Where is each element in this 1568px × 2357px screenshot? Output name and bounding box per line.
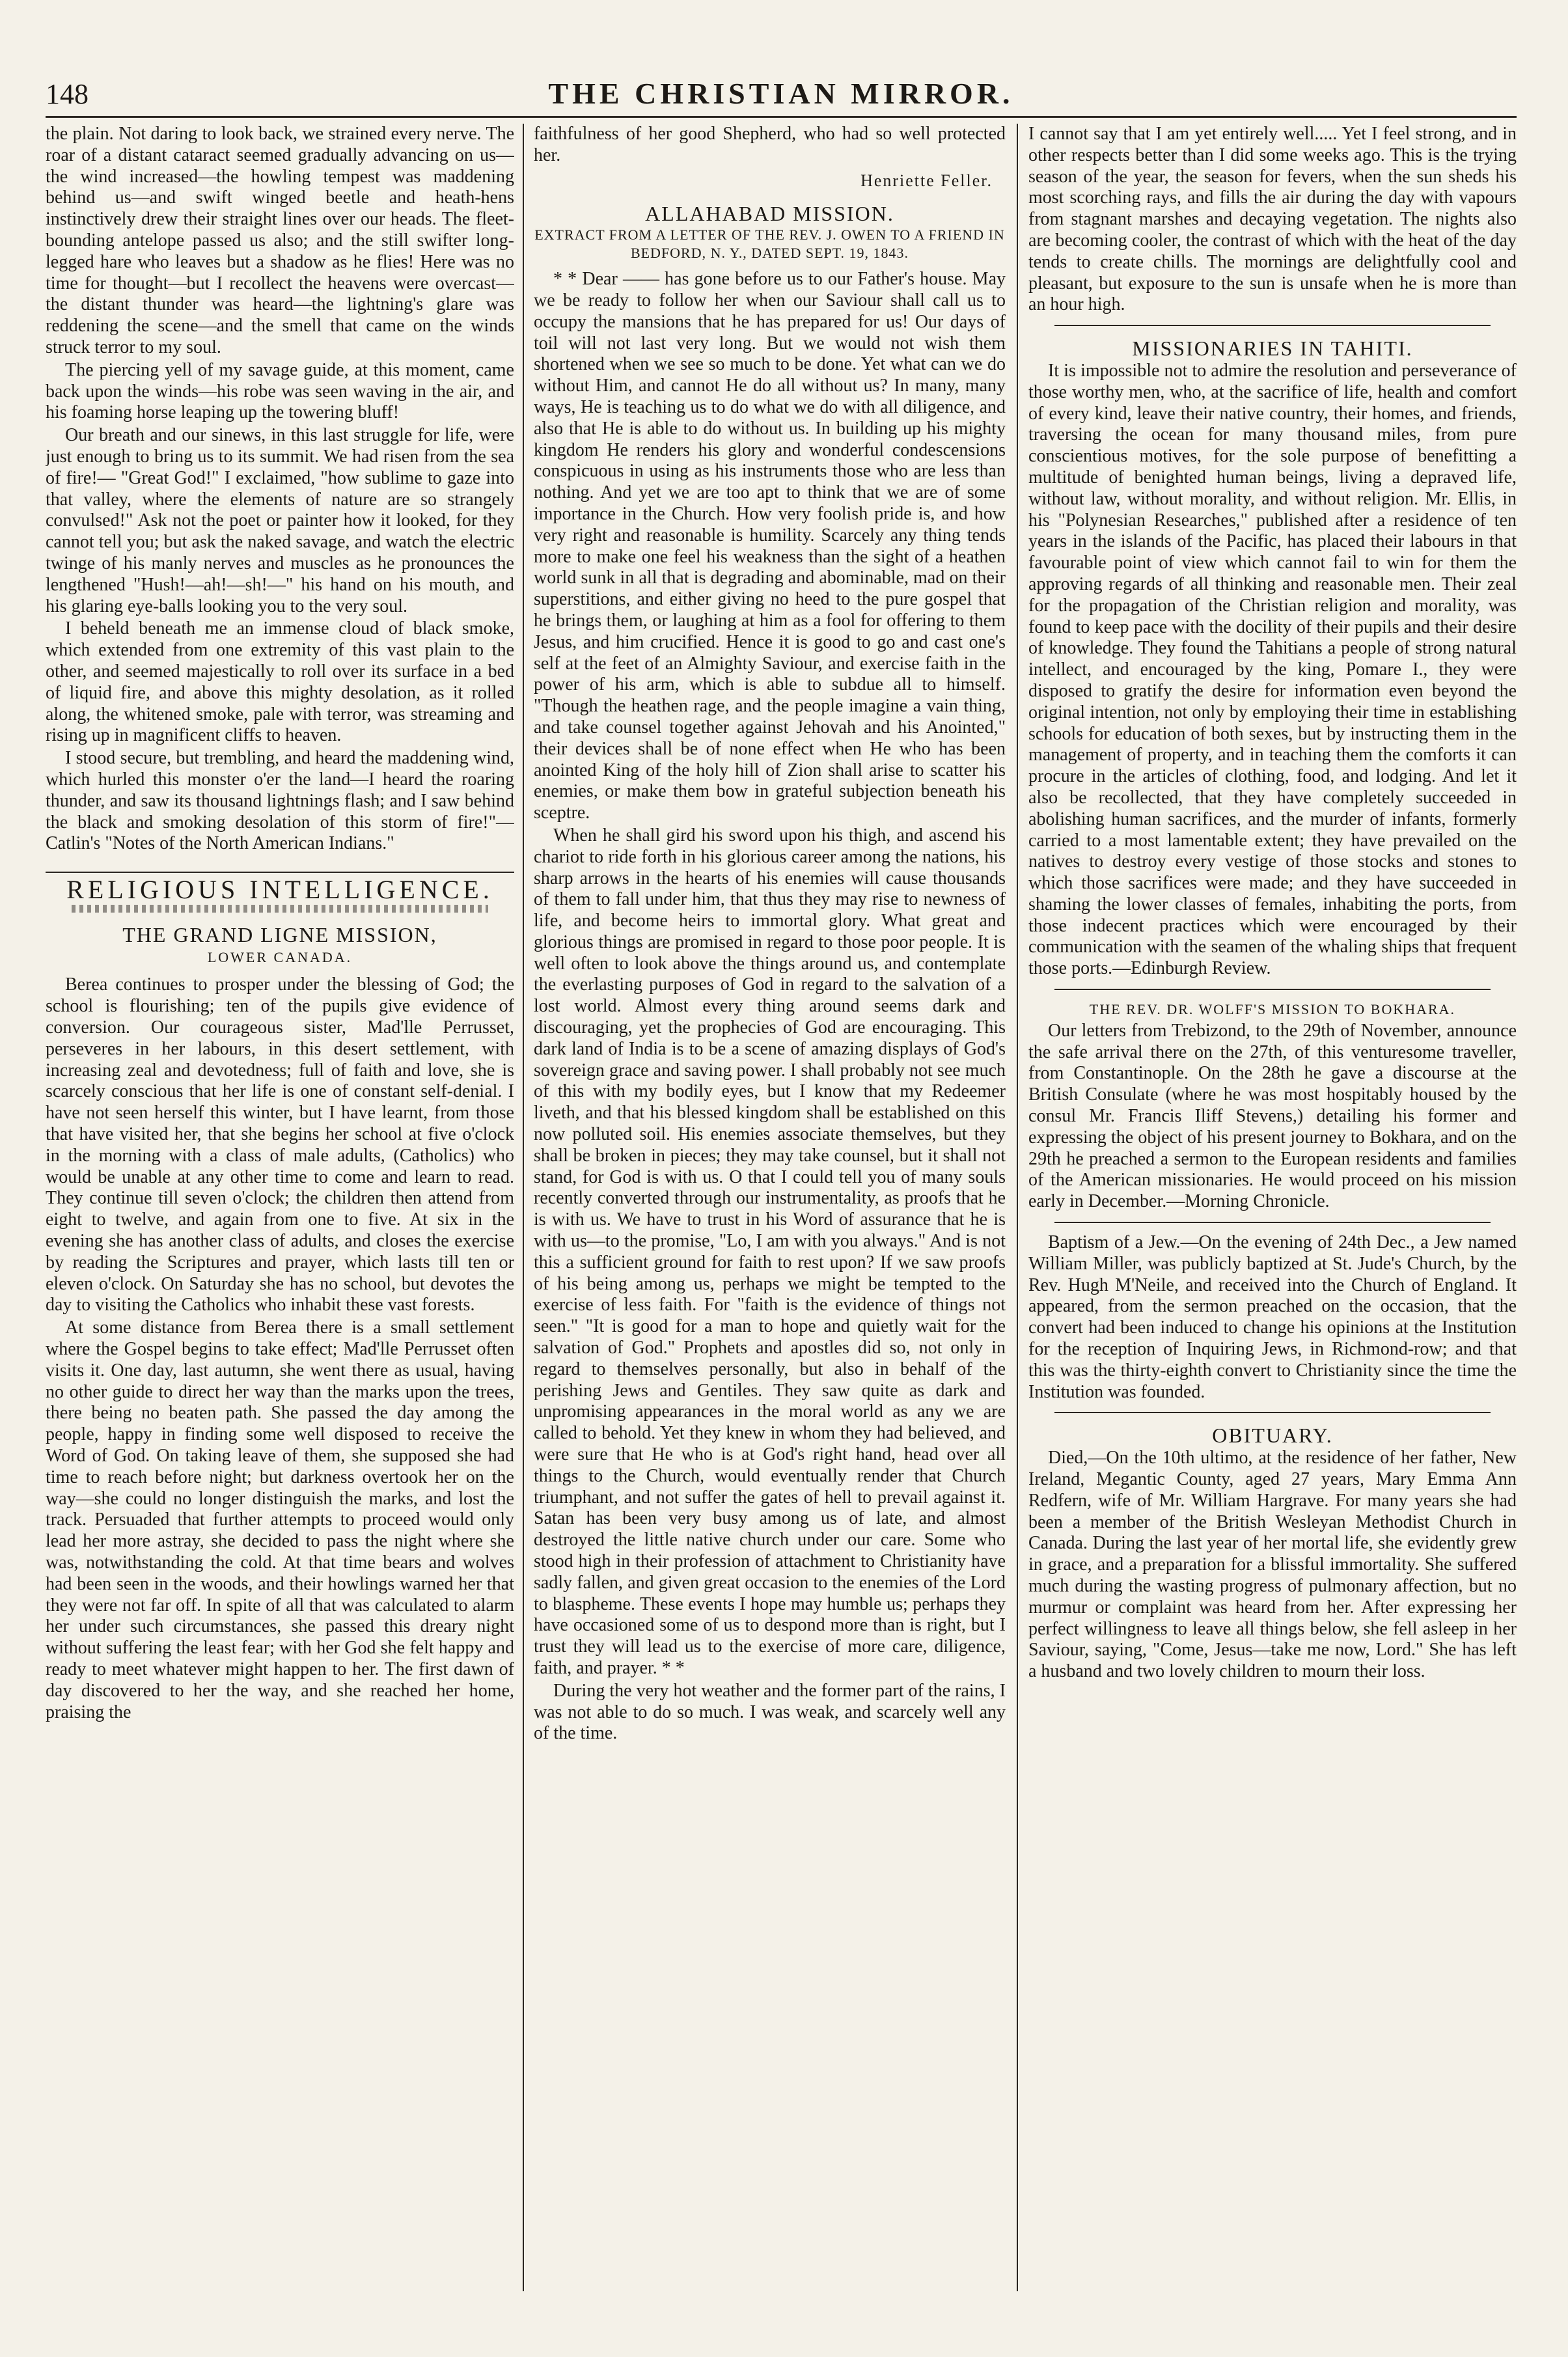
paragraph: the plain. Not daring to look back, we strained every nerve. The roar of a distant cataract seemed gradually advancing on us—the wind increased—the howling tempest was maddening behind us—and swift winged beetle and heath-hens instinctively drew their straight lines over our heads. The fleet-bounding antelope passed us also; and the still swifter long-legged hare who leaves but a shadow as he flies! Here was no time for thought—but I recollect the heavens were overcast—the distant thunder was heard—the lightning's glare was reddening the scene—and the smell that came on the winds struck terror to my soul. — [46, 124, 514, 357]
paragraph: * * Dear —— has gone before us to our Father's house. May we be ready to follow her when our Saviour shall call us to occupy the mansions that he has prepared for us! Our days of toil will not last very long. But we would not wish them shortened when we see so much to be done. Yet what can we do without Him, and cannot He do all without us? In many, many ways, He is teaching us to do what we do with all diligence, and also that He is able to do without us. In building up his mighty kingdom He renders his glory and wonderful condescensions conspicuous in using as his instruments those who are less than nothing. And yet we are too apt to think that we are of some importance in the Church. How very foolish pride is, and how very right and reasonable is humility. Scarcely any thing tends more to make one feel his weakness than the sight of a heathen world sunk in all that is degrading and abominable, mad on their superstitions, and either giving no heed to the pure gospel that he brings them, or laughing at him as a fool for offering to them Jesus, and him crucified. Hence it is good to go and cast one's self at the feet of an Almighty Saviour, and exercise faith in the power of his arm, which is able to subdue all to himself. "Though the heathen rage, and the people imagine a vain thing, and take counsel together against Jehovah and his Anointed," their devices shall be of none effect when He who has been anointed King of the holy hill of Zion shall arise to scatter his enemies, or make them bow in grateful subjection beneath his sceptre. — [534, 269, 1006, 823]
divider — [1054, 325, 1491, 326]
column-divider-left — [523, 124, 524, 2291]
paragraph: It is impossible not to admire the resolution and perseverance of those worthy men, who, at the sacrifice of life, health and comfort of every kind, leave their native country, their homes, and friends, traversing the ocean for many thousand miles, from pure conscientious motives, for the sole purpose of benefitting a multitude of benighted human beings, living a depraved life, without law, without morality, and without religion. Mr. Ellis, in his "Polynesian Researches," published after a residence of ten years in the islands of the Pacific, has placed their labours in that favourable point of view which cannot fail to win for them the approving regards of all thinking and reasonable men. Their zeal for the propagation of the Christian religion and morality, was found to keep pace with the docility of their pupils and their desire of knowledge. They found the Tahitians a people of strong natural intellect, and encouraged by the king, Pomare I., they were disposed to gratify the desire for information even beyond the original intention, not only by employing their time in establishing schools for education of both sexes, but by instructing them in the management of property, and in teaching them the comforts it can procure in the articles of clothing, food, and lodging. And let it also be recollected, that they have completely succeeded in abolishing human sacrifices, and the murder of infants, formerly carried to a most lamentable extent; they have prevailed on the natives to destroy every vestige of those stocks and stones to which those sacrifices were made; and they have succeeded in shaming the lower classes of females, inhabiting the ports, from those indecent practices which were encouraged by their communication with the seamen of the whaling ships that frequent those ports.—Edinburgh Review. — [1028, 360, 1517, 979]
paragraph: faithfulness of her good Shepherd, who had so well protected her. — [534, 124, 1006, 165]
paragraph: Died,—On the 10th ultimo, at the residence of her father, New Ireland, Megantic County, aged 27 years, Mary Emma Ann Redfern, wife of Mr. William Hargrave. For many years she had been a member of the British Wesleyan Methodist Church in Canada. During the last year of her mortal life, she evidently grew in grace, and a preparation for a blissful immortality. She suffered much during the wasting progress of pulmonary affection, but no murmur or complaint was heard from her. After expressing her perfect willingness to leave all things below, she fell asleep in her Saviour, saying, "Come, Jesus—take me now, Lord." She has left a husband and two lovely children to mourn their loss. — [1028, 1448, 1517, 1682]
article-heading-tahiti: MISSIONARIES IN TAHITI. — [1132, 337, 1413, 361]
section-heading-obituary: OBITUARY. — [1212, 1424, 1333, 1448]
paragraph: I cannot say that I am yet entirely well..... Yet I feel strong, and in other respects better than I did some weeks ago. This is the trying season of the year, the season for fevers, when the sun sheds his most scorching rays, and fills the air during the day with vapours from stagnant marshes and decaying vegetation. The nights also are becoming cooler, the contrast of which with the heat of the day tends to create chills. The mornings are delightfully cool and pleasant, but exposure to the sun is unsafe when he is more than an hour high. — [1028, 124, 1517, 315]
article-extract-note: EXTRACT FROM A LETTER OF THE REV. J. OWEN TO A FRIEND IN BEDFORD, N. Y., DATED SEPT. 19, 1843. — [534, 227, 1005, 262]
newspaper-title: THE CHRISTIAN MIRROR. — [548, 77, 1014, 110]
page-number: 148 — [46, 78, 89, 110]
paragraph: I stood secure, but trembling, and heard the maddening wind, which hurled this monster o'er the land—I heard the roaring thunder, and saw its thousand lightnings flash; and I saw behind the black and smoking desolation of this storm of fire!"—Catlin's "Notes of the North American Indians." — [46, 748, 514, 854]
section-heading-religious-intelligence: RELIGIOUS INTELLIGENCE. — [46, 872, 514, 901]
column-1 — [46, 124, 514, 2291]
column-divider-right — [1017, 124, 1018, 2291]
divider — [1054, 1412, 1491, 1413]
article-heading-allahabad: ALLAHABAD MISSION. — [645, 202, 894, 226]
article-subheading: LOWER CANADA. — [207, 948, 353, 965]
signature: Henriette Feller. — [860, 171, 993, 190]
paragraph: At some distance from Berea there is a small settlement where the Gospel begins to take effect; Mad'lle Perrusset often visits it. One day, last autumn, she went there as usual, having no other guide to direct her way than the marks upon the trees, there being no beaten path. She passed the day among the people, happy in finding some well disposed to receive the Word of God. On taking leave of them, she supposed she had time to reach before night; but darkness overtook her on the way—she could no longer distinguish the marks, and lost the track. Persuaded that further attempts to proceed would only lead her more astray, she decided to pass the night where she was, notwithstanding the cold. At that time bears and wolves had been seen in the woods, and their howlings warned her that they were not far off. In spite of all that was calculated to alarm her under such circumstances, she passed this dreary night without suffering the least fear; with her God she felt happy and ready to meet whatever might happen to her. The first dawn of day discovered to her the way, and she reached her home, praising the — [46, 1317, 514, 1722]
paragraph: The piercing yell of my savage guide, at this moment, came back upon the winds—his robe was seen waving in the air, and his foaming horse leaping up the towering bluff! — [46, 359, 514, 423]
divider — [1054, 989, 1491, 990]
paragraph: Berea continues to prosper under the blessing of God; the school is flourishing; ten of the pupils give evidence of conversion. Our courageous sister, Mad'lle Perrusset, perseveres in her labours, in this desert settlement, with increasing zeal and devotedness; full of faith and love, she is scarcely conscious that her life is one of constant self-denial. I have not seen herself this winter, but I have learnt, from those that have visited her, that she begins her school at five o'clock in the morning with a class of male adults, (Catholics) who would be unable at any other time to come and learn to read. They continue till seven o'clock; the children then attend from eight to twelve, and again from one to five. At six in the evening she has another class of adults, and closes the exercise by reading the Scriptures and prayer, which lasts till ten or eleven o'clock. On Saturday she has no school, but devotes the day to visiting the Catholics who inhabit these vast forests. — [46, 974, 514, 1316]
paragraph: When he shall gird his sword upon his thigh, and ascend his chariot to ride forth in his glorious career among the nations, his sharp arrows in the hearts of his enemies will cause thousands of them to fall under him, that thus they may rise to newness of life, and become heirs to immortal glory. What great and glorious things are promised in regard to those poor people. It is well often to look above the things around us, and contemplate the everlasting purposes of God in regard to the salvation of a lost world. Almost every thing around seems dark and discouraging, yet the prophecies of God are encouraging. This dark land of India is to be a scene of amazing displays of God's sovereign grace and saving power. I shall probably not see much of this with my bodily eyes, but I know that my Redeemer liveth, and that his blessed kingdom shall be established on this now polluted soil. His enemies associate themselves, but they shall be broken in pieces; they may take counsel, but it shall not stand, for God is with us. O that I could tell you of many souls recently converted through our instrumentality, as proofs that he is with us. We have to trust in his Word of assurance that he is with us—to the promise, "Lo, I am with you always." And is not this a sufficient ground for faith to rest upon? If we saw proofs of his being among us, perhaps we might be tempted to the exercise of less faith. For "faith is the evidence of things not seen." "It is good for a man to hope and quietly wait for the salvation of God." Prophets and apostles did so, not only in regard to themselves personally, but also in behalf of the perishing Jews and Gentiles. They saw quite as dark and unpromising appearances in the moral world as any we are called to behold. Yet they knew in whom they had believed, and were sure that He who is at God's right hand, head over all things to the Church, would eventually render that Church triumphant, and not suffer the gates of hell to prevail against it. Satan has been very busy among us of late, and almost destroyed the little native church under our care. Some who stood high in their profession of attachment to Christianity have sadly fallen, and given great occasion to the enemies of the Lord to blaspheme. These events I hope may humble us; perhaps they have occasioned some of us to despond more than is right, but I trust they will lead us to the exercise of more care, diligence, faith, and prayer. * * — [534, 825, 1006, 1678]
column-2 — [534, 124, 1006, 2291]
ornamental-rule — [72, 905, 488, 913]
paragraph: I beheld beneath me an immense cloud of black smoke, which extended from one extremity of this vast plain to the other, and seemed majestically to roll over its surface in a bed of liquid fire, and above this mighty desolation, as it rolled along, the whitened smoke, pale with terror, was streaming and rising up in magnificent cliffs to heaven. — [46, 618, 514, 746]
paragraph: Our breath and our sinews, in this last struggle for life, were just enough to bring us to its summit. We had risen from the sea of fire!— "Great God!" I exclaimed, "how sublime to gaze into that valley, where the elements of nature are so strangely convulsed!" Ask not the poet or painter how it looked, for they cannot tell you; but ask the naked savage, and watch the electric twinge of his manly nerves and muscles as he pronounces the lengthened "Hush!—ah!—sh!—" his hand on his mouth, and his glaring eye-balls looking you to the very soul. — [46, 425, 514, 616]
article-heading-grand-ligne: THE GRAND LIGNE MISSION, — [122, 922, 437, 946]
divider — [1054, 1222, 1491, 1223]
column-3 — [1028, 124, 1517, 2291]
article-heading-wolff: THE REV. DR. WOLFF'S MISSION TO BOKHARA. — [1089, 1001, 1456, 1018]
paragraph: During the very hot weather and the former part of the rains, I was not able to do so much. I was weak, and scarcely well any of the time. — [534, 1680, 1006, 1744]
page-header — [46, 70, 1517, 118]
paragraph: Baptism of a Jew.—On the evening of 24th Dec., a Jew named William Miller, was publicly baptized at St. Jude's Church, by the Rev. Hugh M'Neile, and received into the Church of England. It appeared, from the sermon preached on the occasion, that the convert had been induced to change his opinions at the Institution for the reception of Inquiring Jews, in Richmond-row; and that this was the thirty-eighth convert to Christianity since the time the Institution was founded. — [1028, 1232, 1517, 1402]
paragraph: Our letters from Trebizond, to the 29th of November, announce the safe arrival there on the 27th, of this venturesome traveller, from Constantinople. On the 28th he gave a discourse at the British Consulate (where he was most hospitably housed by the consul Mr. Francis Iliff Stevens,) detailing his former and expressing the object of his present journey to Bokhara, and on the 29th he preached a sermon to the European residents and families of the American missionaries. He would proceed on his mission early in December.—Morning Chronicle. — [1028, 1020, 1517, 1212]
